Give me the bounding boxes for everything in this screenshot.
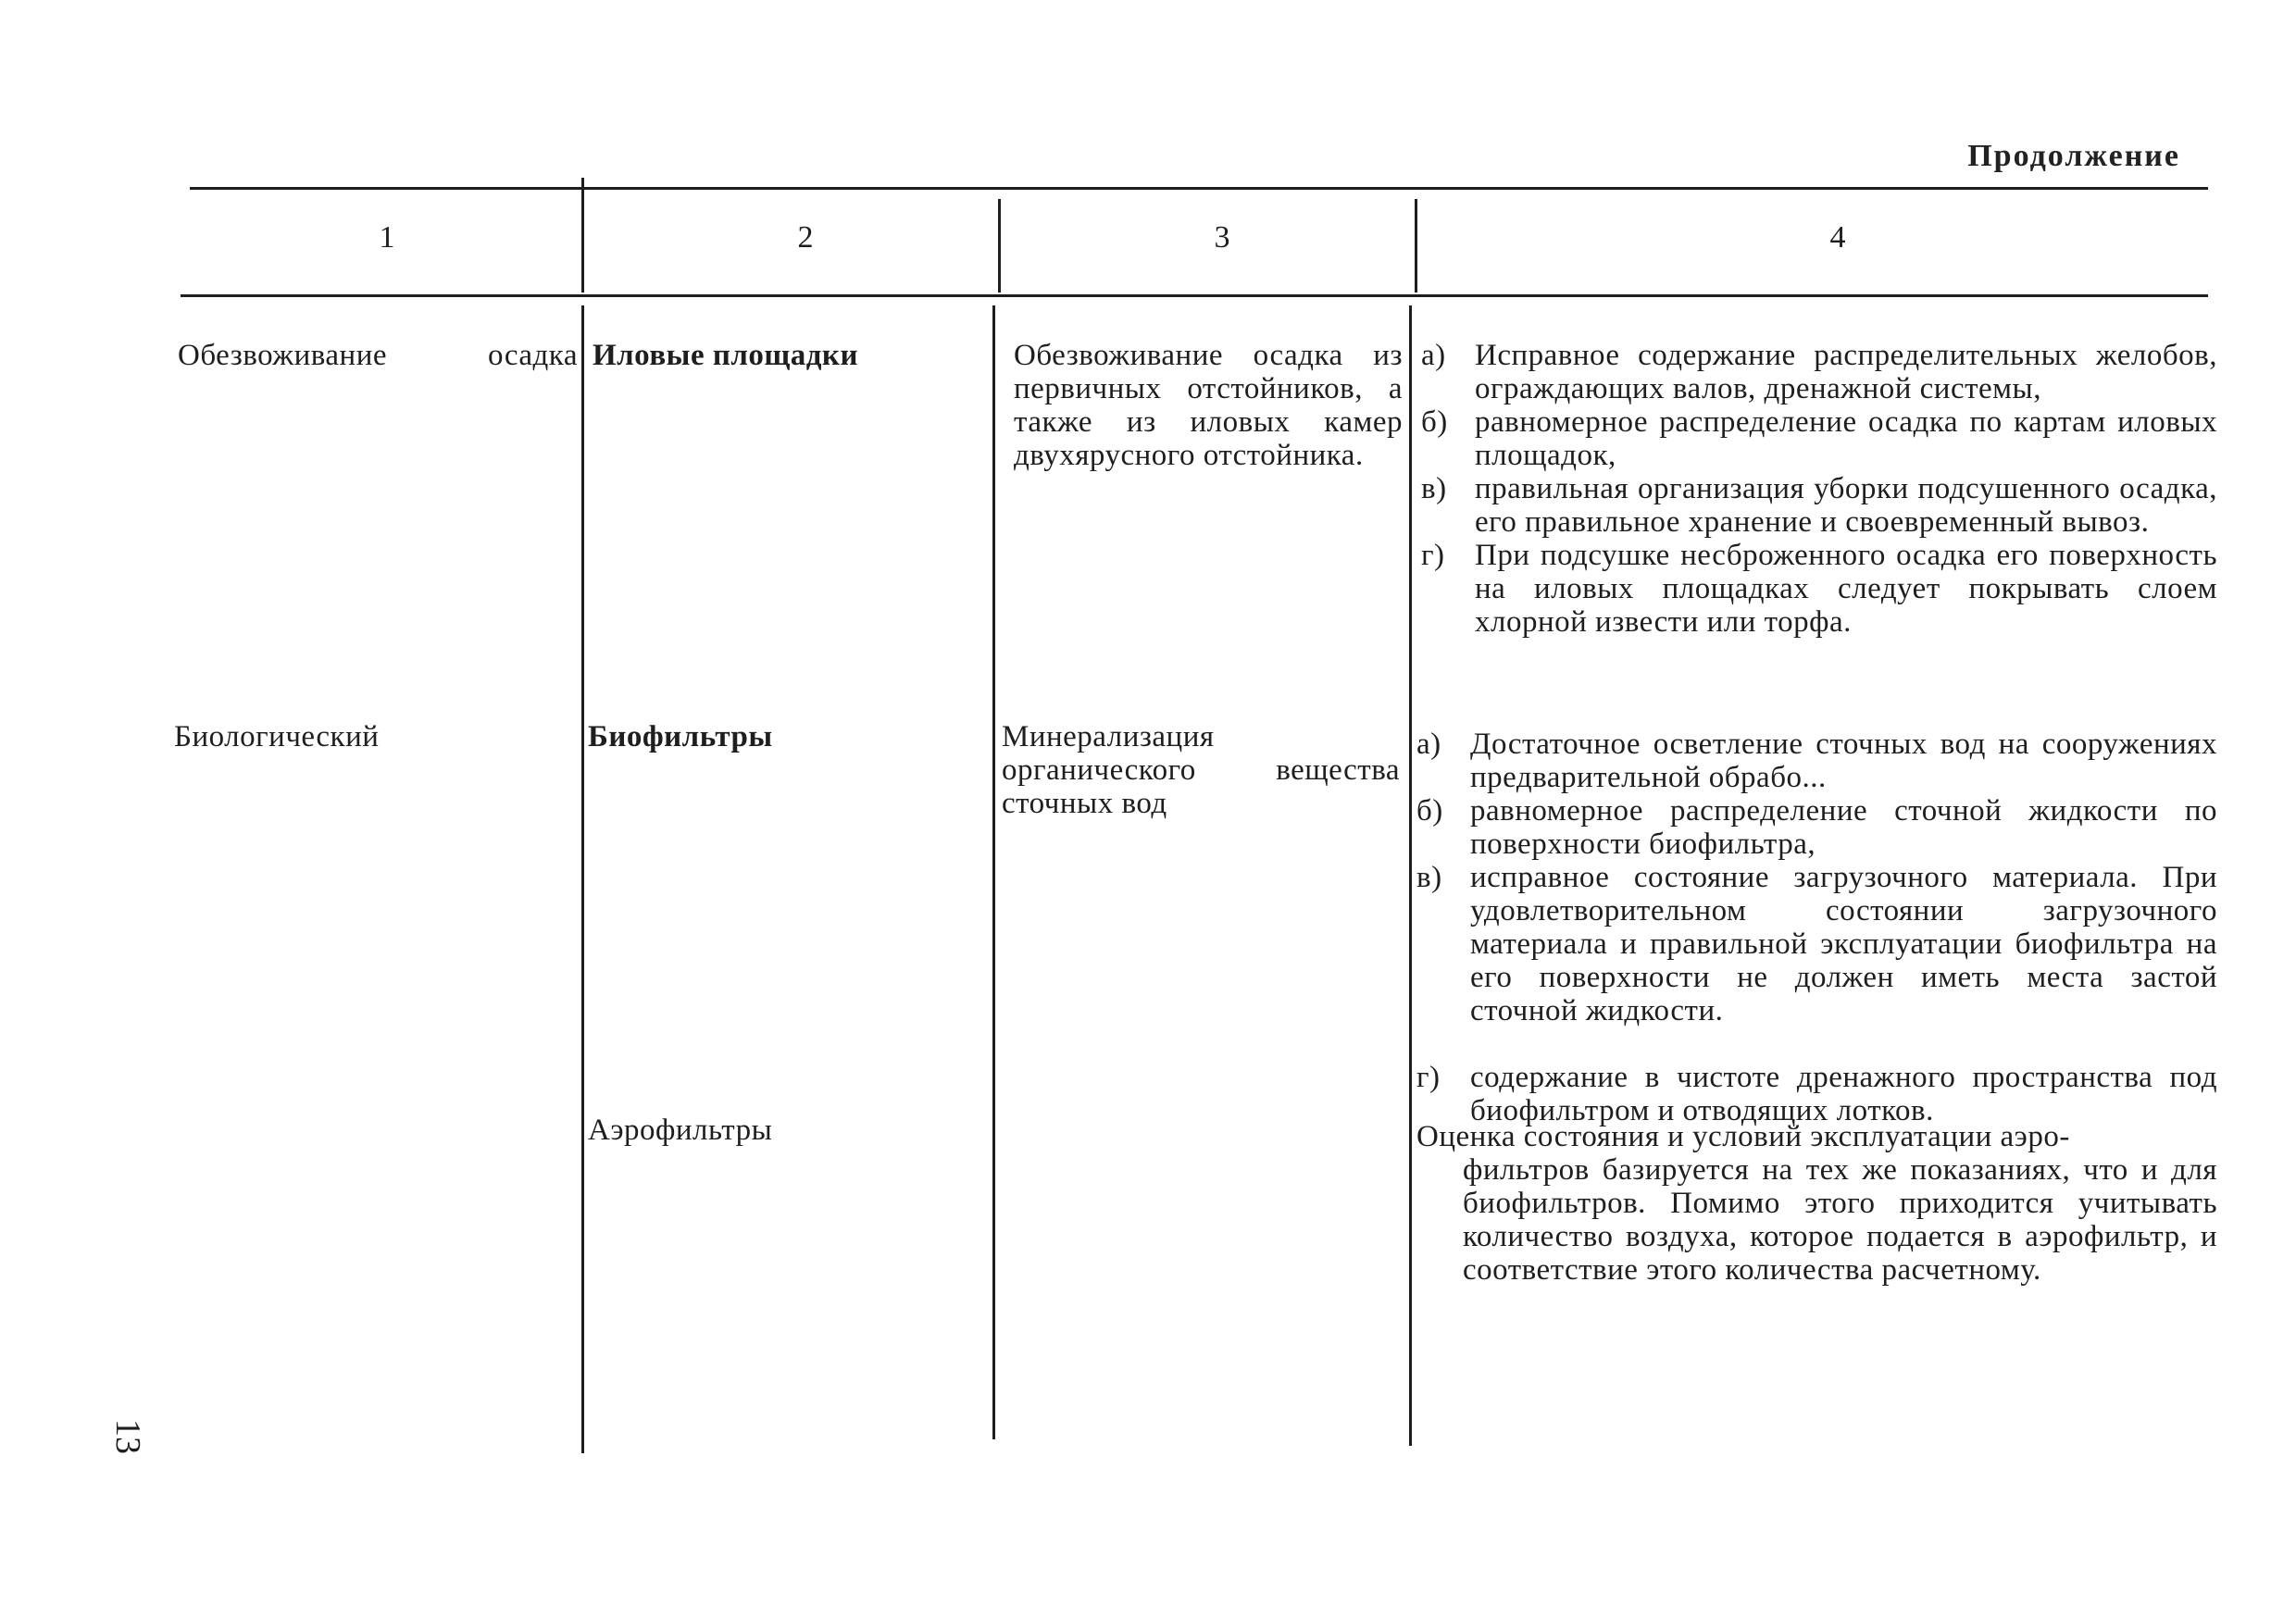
column-separator-1-body xyxy=(581,305,584,1453)
item-text: Исправное содержание распределительных желобов, ограждающих валов, дренажной системы, xyxy=(1475,339,2217,405)
column-number-1: 1 xyxy=(379,220,395,255)
row1-col4-item-b xyxy=(1421,405,2217,472)
row2-col4-item-g xyxy=(1416,1061,2217,1127)
row3-col4 xyxy=(1416,1120,2217,1287)
item-marker: а) xyxy=(1416,728,1441,761)
row2-col3 xyxy=(1002,720,1400,820)
row1-col4-item-g xyxy=(1421,539,2217,639)
item-text: содержание в чистоте дренажного пространства под биофильтром и отводящих лотков. xyxy=(1470,1061,2217,1127)
row2-col4-item-b xyxy=(1416,794,2217,861)
column-separator-2-body xyxy=(992,305,995,1439)
row3-col4-first: Оценка состояния и условий эксплуатации аэро- xyxy=(1416,1120,2070,1153)
column-separator-2 xyxy=(998,199,1001,292)
row1-col1: Обезвоживание осадка xyxy=(178,339,578,372)
row1-col2: Иловые площадки xyxy=(593,339,858,372)
item-text: При подсушке несброженного осадка его поверхность на иловых площадках следует покрывать слоем хлорной извести или торфа. xyxy=(1475,539,2217,639)
item-marker: г) xyxy=(1416,1061,1441,1094)
row1-col3 xyxy=(1014,339,1403,472)
row1-col3-text: Обезвоживание осадка из первичных отстойников, а также из иловых камер двухярусного отстойника. xyxy=(1014,339,1403,472)
item-text: равномерное распределение сточной жидкости по поверхности биофильтра, xyxy=(1470,794,2217,861)
row3-col2: Аэрофильтры xyxy=(588,1114,773,1147)
row3-col4-rest: фильтров базируется на тех же показаниях, что и для биофильтров. Помимо этого приходится учитывать количество воздуха, которое подается в аэрофильтр, и соответствие этого количества расчетному. xyxy=(1463,1153,2217,1287)
item-text: Достаточное осветление сточных вод на сооружениях предварительной обрабо... xyxy=(1470,728,2217,794)
column-number-2: 2 xyxy=(797,220,814,255)
column-separator-1 xyxy=(581,178,584,292)
continuation-label: Продолжение xyxy=(1967,139,2180,173)
row1-col4 xyxy=(1421,339,2217,639)
item-marker: в) xyxy=(1416,861,1442,894)
row2-col4-item-a xyxy=(1416,728,2217,794)
row2-col4 xyxy=(1416,728,2217,1127)
row2-col2: Биофильтры xyxy=(588,720,773,753)
row2-col3-text: Минерализация органического вещества сточных вод xyxy=(1002,720,1400,820)
row2-col1: Биологический xyxy=(174,720,380,753)
item-marker: б) xyxy=(1421,405,1448,439)
table-top-rule xyxy=(190,187,2208,190)
row1-col4-item-a xyxy=(1421,339,2217,405)
item-text: равномерное распределение осадка по картам иловых площадок, xyxy=(1475,405,2217,472)
item-text: правильная организация уборки подсушенного осадка, его правильное хранение и своевременный вывоз. xyxy=(1475,472,2217,539)
column-separator-3-body xyxy=(1409,305,1412,1446)
column-separator-3 xyxy=(1415,199,1417,292)
row1-col4-item-v xyxy=(1421,472,2217,539)
item-text: исправное состояние загрузочного материала. При удовлетворительном состоянии загрузочного материала и правильной эксплуатации биофильтра на его поверхности не должен иметь места застой сточной жидкости. xyxy=(1470,861,2217,1027)
table-header-rule xyxy=(181,294,2208,297)
item-marker: б) xyxy=(1416,794,1443,828)
item-marker: г) xyxy=(1421,539,1445,572)
column-number-4: 4 xyxy=(1829,220,1846,255)
item-marker: в) xyxy=(1421,472,1447,505)
column-number-3: 3 xyxy=(1214,220,1230,255)
item-marker: а) xyxy=(1421,339,1446,372)
page-number: 13 xyxy=(108,1419,147,1454)
row2-col4-item-v xyxy=(1416,861,2217,1027)
